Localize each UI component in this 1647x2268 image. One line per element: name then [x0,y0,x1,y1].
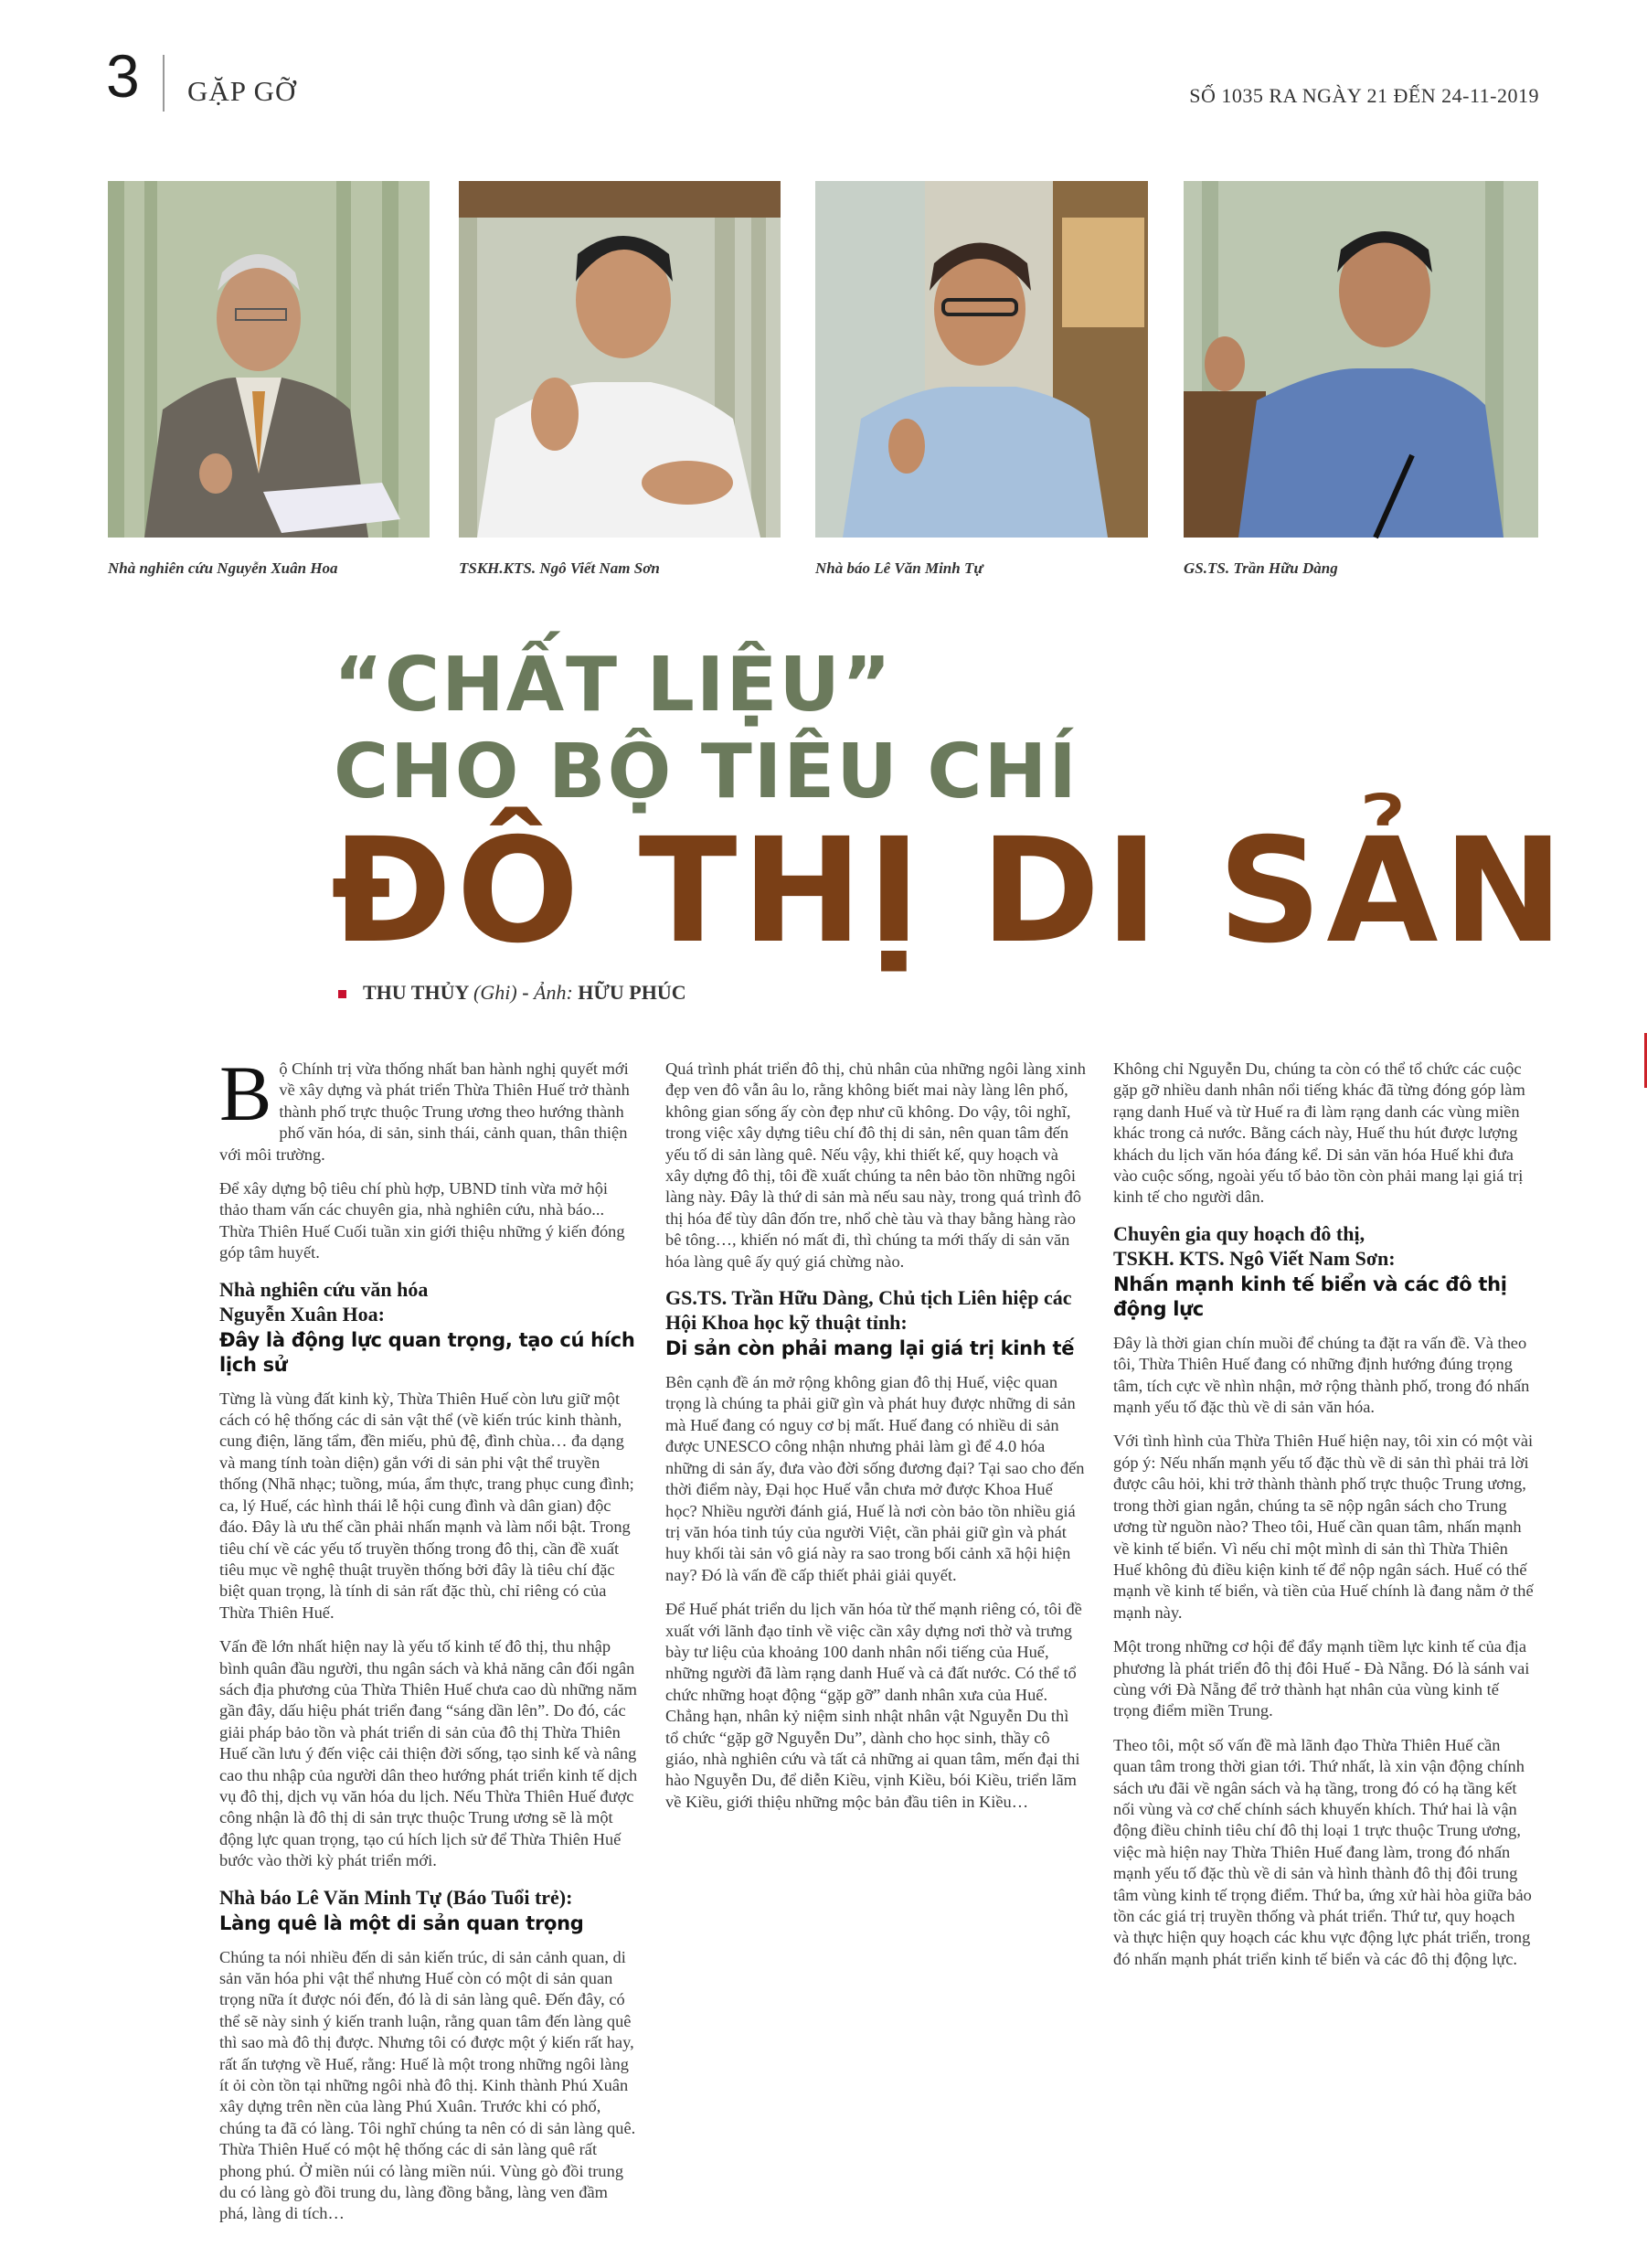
byline-photographer: HỮU PHÚC [578,981,686,1004]
red-bullet-icon [338,990,346,998]
body-paragraph: Chúng ta nói nhiều đến di sản kiến trúc, di sản cảnh quan, di sản văn hóa phi vật thể nhưng Huế còn có một di sản quan trọng nữa ít được nói đến, đó là di sản làng quê. Đến đây, có thể sẽ này sinh ý kiến tranh luận, rằng quan tâm đến làng quê thì sao mà đô thị được. Nhưng tôi có được một ý kiến rất hay, rất ấn tượng về Huế, rằng: Huế là một trong những ngôi làng ít ỏi còn tồn tại những ngôi nhà đô thị. Kinh thành Phú Xuân xây dựng trên nền của làng Phú Xuân. Trước khi có phố, chúng ta đã có làng. Tôi nghĩ chúng ta nên có di sản làng quê. Thừa Thiên Huế có một hệ thống các di sản làng quê rất phong phú. Ở miền núi có làng miền núi. Vùng gò đồi trung du có làng gò đồi trung du, làng đồng bằng, làng ven đầm phá, làng di tích… [219,1947,636,2223]
byline-role: (Ghi) [473,981,517,1004]
speaker-heading: Nhà nghiên cứu văn hóa Nguyễn Xuân Hoa: [219,1277,429,1326]
body-paragraph: Theo tôi, một số vấn đề mà lãnh đạo Thừa Thiên Huế cần quan tâm trong thời gian tới. Thứ nhất, là xin vận động chính sách ưu đãi về ngân sách và hạ tầng, trong đó có hạ tầng kết nối vùng và cơ chế chính sách khuyến khích. Thứ hai là vận động điều chỉnh tiêu chí đô thị loại 1 trực thuộc Trung ương, việc mà hiện nay Thừa Thiên Huế đang làm, trong đó nhấn mạnh yếu tố đặc thù về di sản và hình thành đô thị đôi trung tâm vùng kinh tế trọng điểm. Thứ ba, ứng xử hài hòa giữa bảo tồn các giá trị truyền thống và phát triển. Thứ tư, quy hoạch và thực hiện quy hoạch các khu vực động lực phát triển, trong đó nhấn mạnh phát triển kinh tế biển và các đô thị động lực. [1113,1735,1532,1968]
subheading: Đây là động lực quan trọng, tạo cú hích lịch sử [219,1328,635,1376]
byline-photo-label: Ảnh: [534,981,573,1004]
header-divider [163,55,165,112]
byline-separator: - [516,981,535,1004]
article-column-1 [219,1049,640,2223]
photo-caption: Nhà báo Lê Văn Minh Tự [815,559,983,577]
headline-line-1: “CHẤT LIỆU” [334,642,893,729]
photo-tran-huu-dang [1184,181,1538,538]
issue-info: SỐ 1035 RA NGÀY 21 ĐẾN 24-11-2019 [1189,84,1539,107]
speaker-heading: Nhà báo Lê Văn Minh Tự (Báo Tuổi trẻ): [219,1885,573,1909]
body-paragraph: Với tình hình của Thừa Thiên Huế hiện nay, tôi xin có một vài góp ý: Nếu nhấn mạnh yếu tố đặc thù về di sản thì phải trả lời được câu hỏi, khi trở thành thành phố trực thuộc Trung ương, trong thời gian ngắn, chúng ta sẽ nộp ngân sách cho Trung ương từ nguồn nào? Theo tôi, Huế cần quan tâm, nhấn mạnh về kinh tế biển. Vì nếu chỉ một mình di sản thì Thừa Thiên Huế không đủ điều kiện kinh tế để nộp ngân sách. Huế có thế mạnh về kinh tế biển, và tiền của Huế chính là đang nằm ở thế mạnh này. [1113,1432,1534,1622]
subheading: Nhấn mạnh kinh tế biển và các đô thị động lực [1113,1272,1507,1320]
speaker-heading: Chuyên gia quy hoạch đô thị, TSKH. KTS. Ngô Viết Nam Sơn: [1113,1221,1396,1270]
body-paragraph: Vấn đề lớn nhất hiện nay là yếu tố kinh tế đô thị, thu nhập bình quân đầu người, thu ngân sách và khả năng cân đối ngân sách địa phương của Thừa Thiên Huế chưa cao dù những năm gần đây, dấu hiệu phát triển đang “sáng dần lên”. Do đó, các giải pháp bảo tồn và phát triển di sản của đô thị Thừa Thiên Huế cần lưu ý đến việc cải thiện đời sống, tạo sinh kế và nâng cao thu nhập của người dân theo hướng phát triển kinh tế dịch vụ đô thị, dịch vụ văn hóa du lịch. Nếu Thừa Thiên Huế được công nhận là đô thị di sản trực thuộc Trung ương sẽ là một động lực quan trọng, tạo cú hích lịch sử để Thừa Thiên Huế bước vào thời kỳ phát triển mới. [219,1637,638,1870]
section-name: GẶP GỠ [187,75,297,107]
body-paragraph: Đây là thời gian chín muồi để chúng ta đặt ra vấn đề. Và theo tôi, Thừa Thiên Huế đang có những định hướng đúng trọng tâm, tích cực về nhìn nhận, mở rộng thành phố, trong đó nhấn mạnh yếu tố đặc thù về di sản văn hóa. [1113,1333,1530,1417]
subheading: Làng quê là một di sản quan trọng [219,1911,584,1934]
photo-ngo-viet-nam-son [459,181,781,538]
photo-caption: Nhà nghiên cứu Nguyễn Xuân Hoa [108,559,338,577]
body-paragraph: Không chỉ Nguyễn Du, chúng ta còn có thể tổ chức các cuộc gặp gỡ nhiều danh nhân nổi tiếng khác đã từng đóng góp làm rạng danh Huế và từ Huế ra đi làm rạng danh các vùng miền khác trong cả nước. Bằng cách này, Huế thu hút được lượng khách du lịch văn hóa đáng kể. Di sản văn hóa Huế khi đưa vào cuộc sống, ngoài yếu tố bảo tồn còn phải mang lại giá trị kinh tế cho người dân. [1113,1059,1525,1207]
page-number: 3 [106,42,140,110]
photo-caption: TSKH.KTS. Ngô Viết Nam Sơn [459,559,660,577]
intro-paragraph-2: Để xây dựng bộ tiêu chí phù hợp, UBND tỉnh vừa mở hội thảo tham vấn các chuyên gia, nhà nghiên cứu, nhà báo... Thừa Thiên Huế Cuối tuần xin giới thiệu những ý kiến đóng góp tâm huyết. [219,1179,625,1262]
body-paragraph: Để Huế phát triển du lịch văn hóa từ thế mạnh riêng có, tôi đề xuất với lãnh đạo tỉnh về việc cần xây dựng nơi thờ và trưng bày tư liệu của khoảng 100 danh nhân nổi tiếng của Huế, những người đã làm rạng danh Huế và cả đất nước. Có thể tổ chức những hoạt động “gặp gỡ” danh nhân xưa của Huế. Chẳng hạn, nhân kỷ niệm sinh nhật nhân vật Nguyễn Du thì tổ chức “gặp gỡ Nguyễn Du”, dành cho học sinh, thầy cô giáo, nhà nghiên cứu và tất cả những ai quan tâm, mến đại thi hào Nguyễn Du, để diễn Kiều, vịnh Kiều, bói Kiều, triển lãm về Kiều, giới thiệu những mộc bản đầu tiên in Kiều… [665,1600,1082,1811]
photo-le-van-minh-tu [815,181,1148,538]
byline [338,981,686,1005]
photo-nguyen-xuan-hoa [108,181,430,538]
photo-caption: GS.TS. Trần Hữu Dàng [1184,559,1338,577]
article-column-2 [665,1059,1086,1826]
body-paragraph: Từng là vùng đất kinh kỳ, Thừa Thiên Huế còn lưu giữ một cách có hệ thống các di sản vật thể (về kiến trúc kinh thành, cung điện, lăng tẩm, đền miếu, phủ đệ, đình chùa… đa dạng và mang tính toàn diện) gắn với di sản phi vật thể truyền thống (Nhã nhạc; tuồng, múa, ẩm thực, trang phục cung đình; ca, lý Huế, các hình thái lễ hội cung đình và dân gian) độc đáo. Đây là ưu thế cần phải nhấn mạnh và làm nổi bật. Trong tiêu chí về các yếu tố truyền thống trong đô thị, cần đề xuất tiêu mục về nghệ thuật truyền thống bởi đây là tiêu chí đặc biệt quan trọng, là tính di sản rất đặc thù, chỉ riêng có của Thừa Thiên Huế. [219,1389,634,1622]
intro-paragraph: Bộ Chính trị vừa thống nhất ban hành nghị quyết mới về xây dựng và phát triển Thừa Thiên Huế trở thành thành phố trực thuộc Trung ương theo hướng thành phố văn hóa, di sản, sinh thái, cảnh quan, thân thiện với môi trường. [219,1049,630,1164]
speaker-heading: GS.TS. Trần Hữu Dàng, Chủ tịch Liên hiệp các Hội Khoa học kỹ thuật tỉnh: [665,1286,1072,1335]
dropcap: B [219,1049,272,1137]
headline-main: ĐÔ THỊ DI SẢN [331,807,1568,975]
body-paragraph: Bên cạnh đề án mở rộng không gian đô thị Huế, việc quan trọng là chúng ta phải giữ gìn và phát huy được những di sản mà Huế đang có nguy cơ bị mất. Huế đang có nhiều di sản được UNESCO công nhận nhưng phải làm gì để 4.0 hóa những di sản ấy, đưa vào đời sống đương đại? Tại sao cho đến thời điểm này, Đại học Huế vẫn chưa mở được Khoa Huế học? Nhiều người đánh giá, Huế là nơi còn bảo tồn nhiều giá trị văn hóa tinh túy của người Việt, cần phải giữ gìn và phát huy khối tài sản vô giá này ra sao trong bối cảnh xã hội hiện nay? Đó là vấn đề cấp thiết phải giải quyết. [665,1373,1085,1584]
subheading: Di sản còn phải mang lại giá trị kinh tế [665,1337,1075,1360]
byline-author: THU THỦY [363,981,469,1004]
body-paragraph: Quá trình phát triển đô thị, chủ nhân của những ngôi làng xinh đẹp ven đô vẫn âu lo, rằng không biết mai này làng lên phố, không gian sống ấy còn đẹp như cũ không. Do vậy, tôi nghĩ, trong việc xây dựng tiêu chí đô thị di sản, nên quan tâm đến yếu tố di sản làng quê. Nếu vậy, khi thiết kế, quy hoạch và xây dựng đô thị, tôi đề xuất chúng ta nên bảo tồn những ngôi làng này. Đây là thứ di sản mà nếu sau này, trong quá trình đô thị hóa để tùy dân đốn tre, nhổ chè tàu và thay bằng hàng rào bê tông…, khiến nó mất đi, thì chúng ta mới thấy di sản văn hóa làng quê ấy quý giá chừng nào. [665,1059,1086,1271]
article-column-3 [1113,1059,1534,1983]
body-paragraph: Một trong những cơ hội để đẩy mạnh tiềm lực kinh tế của địa phương là phát triển đô thị đôi Huế - Đà Nẵng. Đó là sánh vai cùng với Đà Nẵng để trở thành hạt nhân của vùng kinh tế trọng điểm miền Trung. [1113,1637,1530,1720]
headline-line-2: CHO BỘ TIÊU CHÍ [334,729,1079,815]
